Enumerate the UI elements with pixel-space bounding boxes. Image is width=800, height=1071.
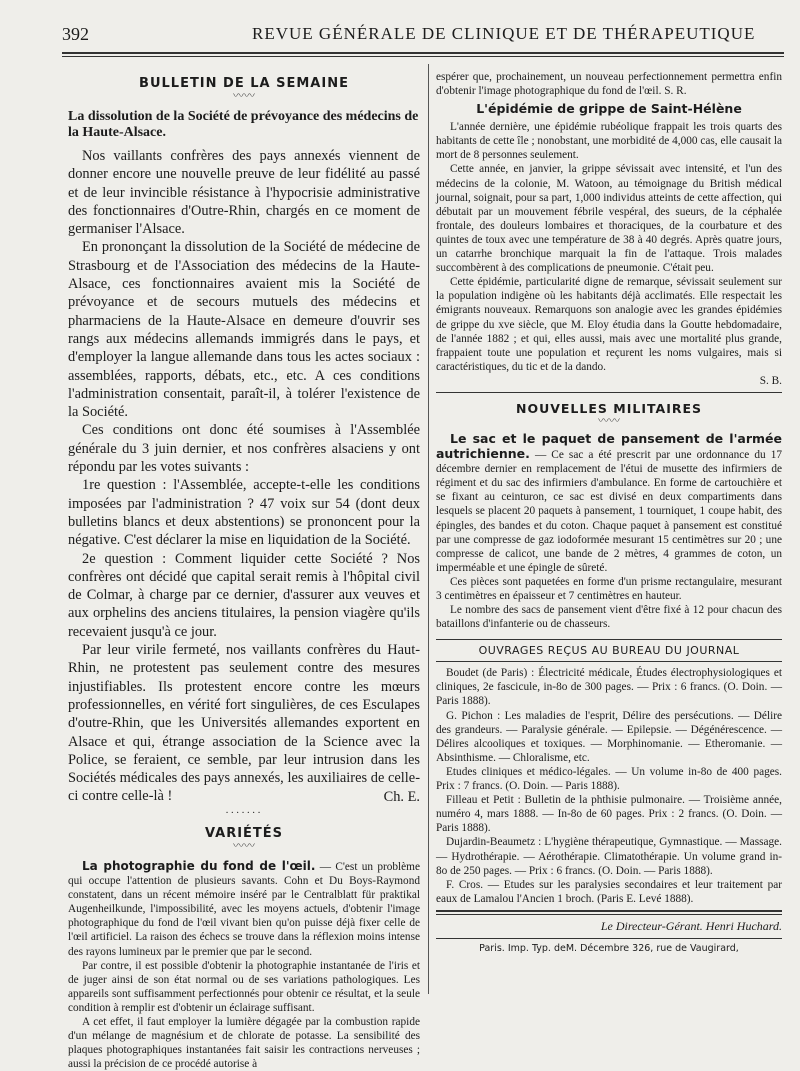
sac-paragraph: Ces pièces sont paquetées en forme d'un prisme rectangulaire, mesurant 3 centimètres en épaisseur et 7 centimètres en hauteur. (436, 575, 782, 602)
article-body (68, 147, 420, 806)
page-number: 392 (62, 24, 89, 44)
separator: ······· (225, 807, 263, 819)
sac-article (436, 432, 782, 631)
militaires-title: NOUVELLES MILITAIRES (515, 400, 703, 416)
grippe-paragraph: Cette épidémie, particularité digne de remarque, sévissait seulement sur la population indigène où les habitants déjà acclimatés. Elle respectait les émigrants nouveaux. Remarquons son analogie avec les grandes épidémies de grippe du xve siècle, que M. Eloy étudia dans la Goutte hebdomadaire, de l'année 1882 ; et qui, elles aussi, mais avec une mortalité plus grande, frappaient toute une population et reçurent les noms vulgaires, mais si caractéristiques, du tic et de la dando. (436, 276, 782, 373)
photo-article (68, 859, 420, 1071)
article-title: La dissolution de la Société de prévoyance des médecins de la Haute-Alsace. (68, 109, 419, 140)
book-entry: Boudet (de Paris) : Électricité médicale, Études électrophysiologiques et cliniques, 2e fascicule, in-8o de 300 pages. — Prix : 6 francs. (O. Doin. — Paris 1888). (436, 667, 782, 708)
book-entry: Etudes cliniques et médico-légales. — Un volume in-8o de 400 pages. Prix : 7 francs. (O. Doin. — Paris 1888). (436, 765, 782, 793)
header-rule (62, 52, 784, 57)
article-signature: Ch. E. (383, 788, 420, 805)
photo-signature: S. R. (664, 85, 687, 98)
rule (436, 938, 782, 939)
running-title: REVUE GÉNÉRALE DE CLINIQUE ET DE THÉRAPEUTIQUE (252, 24, 756, 43)
sac-paragraph: — Ce sac a été prescrit par une ordonnance du 17 décembre dernier en remplacement de l'étui de musette des infirmiers de régiment et du sac des infirmiers d'ambulance. En forme de cartouchière et se fixant au ceinturon, ce sac est divisé en deux compartiments dans lesquels se placent 20 paquets à pansement, 1 tourniquet, 1 coupe habit, des épingles, des bandes et du coton. Chaque paquet à pansement est constitué par une compresse de gaz iodoformée mesurant 15 centimètres sur 20 ; une compresse de calicot, une bande de 2 mètres, 4 grammes de coton, un imperméable et une épingle de sûreté. (436, 449, 783, 574)
sac-paragraph: Le nombre des sacs de pansement vient d'être fixé à 12 pour chacun des bataillons d'infanterie ou de chasseurs. (436, 604, 782, 631)
photo-paragraph: Par contre, il est possible d'obtenir la photographie instantanée de l'iris et de juger ainsi de son état normal ou de ses variations pathologiques. Les appareils sont suffisamment perfectionnés pour obtenir ce résultat, et la seule condition à remplir est d'obtenir un éclairage suffisant. (68, 959, 420, 1014)
imprint: Paris. Imp. Typ. deM. Décembre 326, rue de Vaugirard, (479, 942, 739, 954)
grippe-paragraph: L'année dernière, une épidémie rubéolique frappait les trois quarts des habitants de cette île ; nonobstant, une morbidité de 4,000 cas, elle causait la mort de 8 personnes seulement. (436, 121, 782, 162)
bulletin-title: BULLETIN DE LA SEMAINE (139, 76, 349, 91)
ornament: 〰〰 (598, 414, 620, 427)
grippe-title: L'épidémie de grippe de Saint-Hélène (476, 101, 742, 117)
photo-continuation (436, 70, 782, 98)
right-column (436, 70, 782, 954)
varietes-title: VARIÉTÉS (204, 825, 284, 841)
rule (436, 661, 782, 662)
photo-end: espérer que, prochainement, un nouveau perfectionnement permettra enfin d'obtenir l'image photographique du fond de l'œil. (436, 71, 782, 98)
article-paragraph: Ces conditions ont donc été soumises à l'Assemblée générale du 3 juin dernier, et nos confrères alsaciens y ont répondu par les votes suivants : (68, 422, 420, 476)
photo-paragraph: — C'est un problème qui occupe l'attention de plusieurs savants. Cohn et Du Boys-Raymond constatent, dans un récent mémoire inséré par le Centralblatt für praktikal Augenheilkunde, l'impossibilité, avec les moyens actuels, d'obtenir l'image photographique du fond de l'œil vivant bien qu'on puisse déjà fixer celle de l'œil artificiel. La raison des échecs se trouve dans la réflexion moins intense des rayons lumineux par le premier que par le second. (68, 860, 420, 958)
photo-paragraph: A cet effet, il faut employer la lumière dégagée par la combustion rapide d'un mélange de magnésium et de chlorate de potasse. La sensibilité des plaques photographiques instantanées fait saisir les contractions nerveuses ; aussi la précision de ce procédé autorise à (68, 1016, 420, 1071)
ouvrages-title: OUVRAGES REÇUS AU BUREAU DU JOURNAL (478, 644, 740, 658)
article-paragraph: Nos vaillants confrères des pays annexés viennent de donner encore une nouvelle preuve de leur fidélité au passé et de leur invincible résistance à l'hypocrisie administrative des fonctionnaires d'Outre-Rhin, chargés en ce moment de germaniser l'Alsace. (68, 148, 420, 238)
article-paragraph: Par leur virile fermeté, nos vaillants confrères du Haut-Rhin, ne protestent pas seulement contre des mesures injustifiables. Ils protestent encore contre les mœurs professionnelles, en vérité fort singulières, de ces Esculapes d'outre-Rhin, que les Universités allemandes exportent en Alsace et qui, étrange association de la Science avec la Police, se feraient, ce semble, par leur intrusion dans les Sociétés médicales des pays annexés, les auxiliaires de celle-ci contre celle-là ! (68, 642, 420, 805)
book-entry: G. Pichon : Les maladies de l'esprit, Délire des persécutions. — Délire des grandeurs. — Paralysie générale. — Epilepsie. — Dégénérescence. — Délires alcooliques et toxiques. — Morphinomanie. — Etheromanie. — Absinthisme. — Chloralisme, etc. (436, 709, 782, 764)
article-paragraph: 1re question : l'Assemblée, accepte-t-elle les conditions imposées par l'administration ? 47 voix sur 54 (dont deux bulletins blancs et deux abstentions) se prononcent pour la négative. C'est déclarer la mise en liquidation de la Société. (68, 477, 420, 549)
book-entry: Filleau et Petit : Bulletin de la phthisie pulmonaire. — Troisième année, numéro 4, mars 1888. — In-8o de 60 pages. Prix : 2 francs. (O. Doin. — Paris 1888). (436, 794, 782, 835)
rule (436, 392, 782, 393)
grippe-paragraph: Cette année, en janvier, la grippe sévissait avec intensité, et l'un des médecins de la colonie, M. Watoon, au témoignage du British médical journal, soignait, pour sa part, 1,000 individus atteints de cette affection, qui débutait par un mouvement fébrile vespéral, des sueurs, de la céphalée frontale, des douleurs lombaires et thoraciques, de la courbature et des quintes de toux avec une température de 38 à 40 degrés. Après quatre jours, un catarrhe bronchique marquait la fin de l'attaque. Trois malades succombèrent à des complications de pneumonie. C'était peu. (436, 163, 782, 275)
rule (436, 639, 782, 640)
ornament: 〰〰 (233, 90, 255, 102)
article-paragraph: En prononçant la dissolution de la Société de médecine de Strasbourg et de l'Association des médecins de la Haute-Alsace, ces fonctionnaires avaient mis la Société de prévoyance et de secours mutuels des médecins et pharmaciens de la Haute-Alsace en demeure d'ouvrir ses rangs aux médecins allemands immigrés dans le pays, et d'employer la langue allemande dans tous les actes sociaux : assemblées, rapports, débats, etc., etc. A ces conditions l'administration consentait, paraît-il, à tolérer l'existence de la Société. (68, 239, 420, 421)
column-divider (428, 64, 429, 994)
grippe-article (436, 120, 782, 388)
books-list (436, 666, 782, 906)
sac-title: Le sac et le paquet de pansement de l'armée autrichienne. (436, 430, 782, 462)
photo-title: La photographie du fond de l'œil. (82, 858, 316, 873)
left-column (68, 70, 420, 1071)
book-entry: Dujardin-Beaumetz : L'hygiène thérapeutique, Gymnastique. — Massage. — Hydrothérapie. — Aérothérapie. Climatothérapie. Un volume grand in-8o de 250 pages. — Prix : 6 francs. (O. Doin. — Paris 1888). (436, 836, 782, 877)
ornament: 〰〰 (233, 839, 255, 852)
rule (436, 910, 782, 915)
book-entry: F. Cros. — Etudes sur les paralysies secondaires et leur traitement par eaux de Lamalou l'Ancien 1 broch. (Paris E. Levé 1888). (436, 878, 782, 905)
page-header (62, 20, 782, 50)
grippe-signature: S. B. (759, 374, 782, 387)
directeur-gerant: Le Directeur-Gérant. Henri Huchard. (600, 918, 782, 933)
article-paragraph: 2e question : Comment liquider cette Société ? Nos confrères ont décidé que capital serait remis à l'hôpital civil de Colmar, à charge par ce dernier, d'assurer aux veuves et aux orphelins des anciens titulaires, la pension viagère qu'ils recevaient jusqu'à ce jour. (68, 550, 420, 640)
